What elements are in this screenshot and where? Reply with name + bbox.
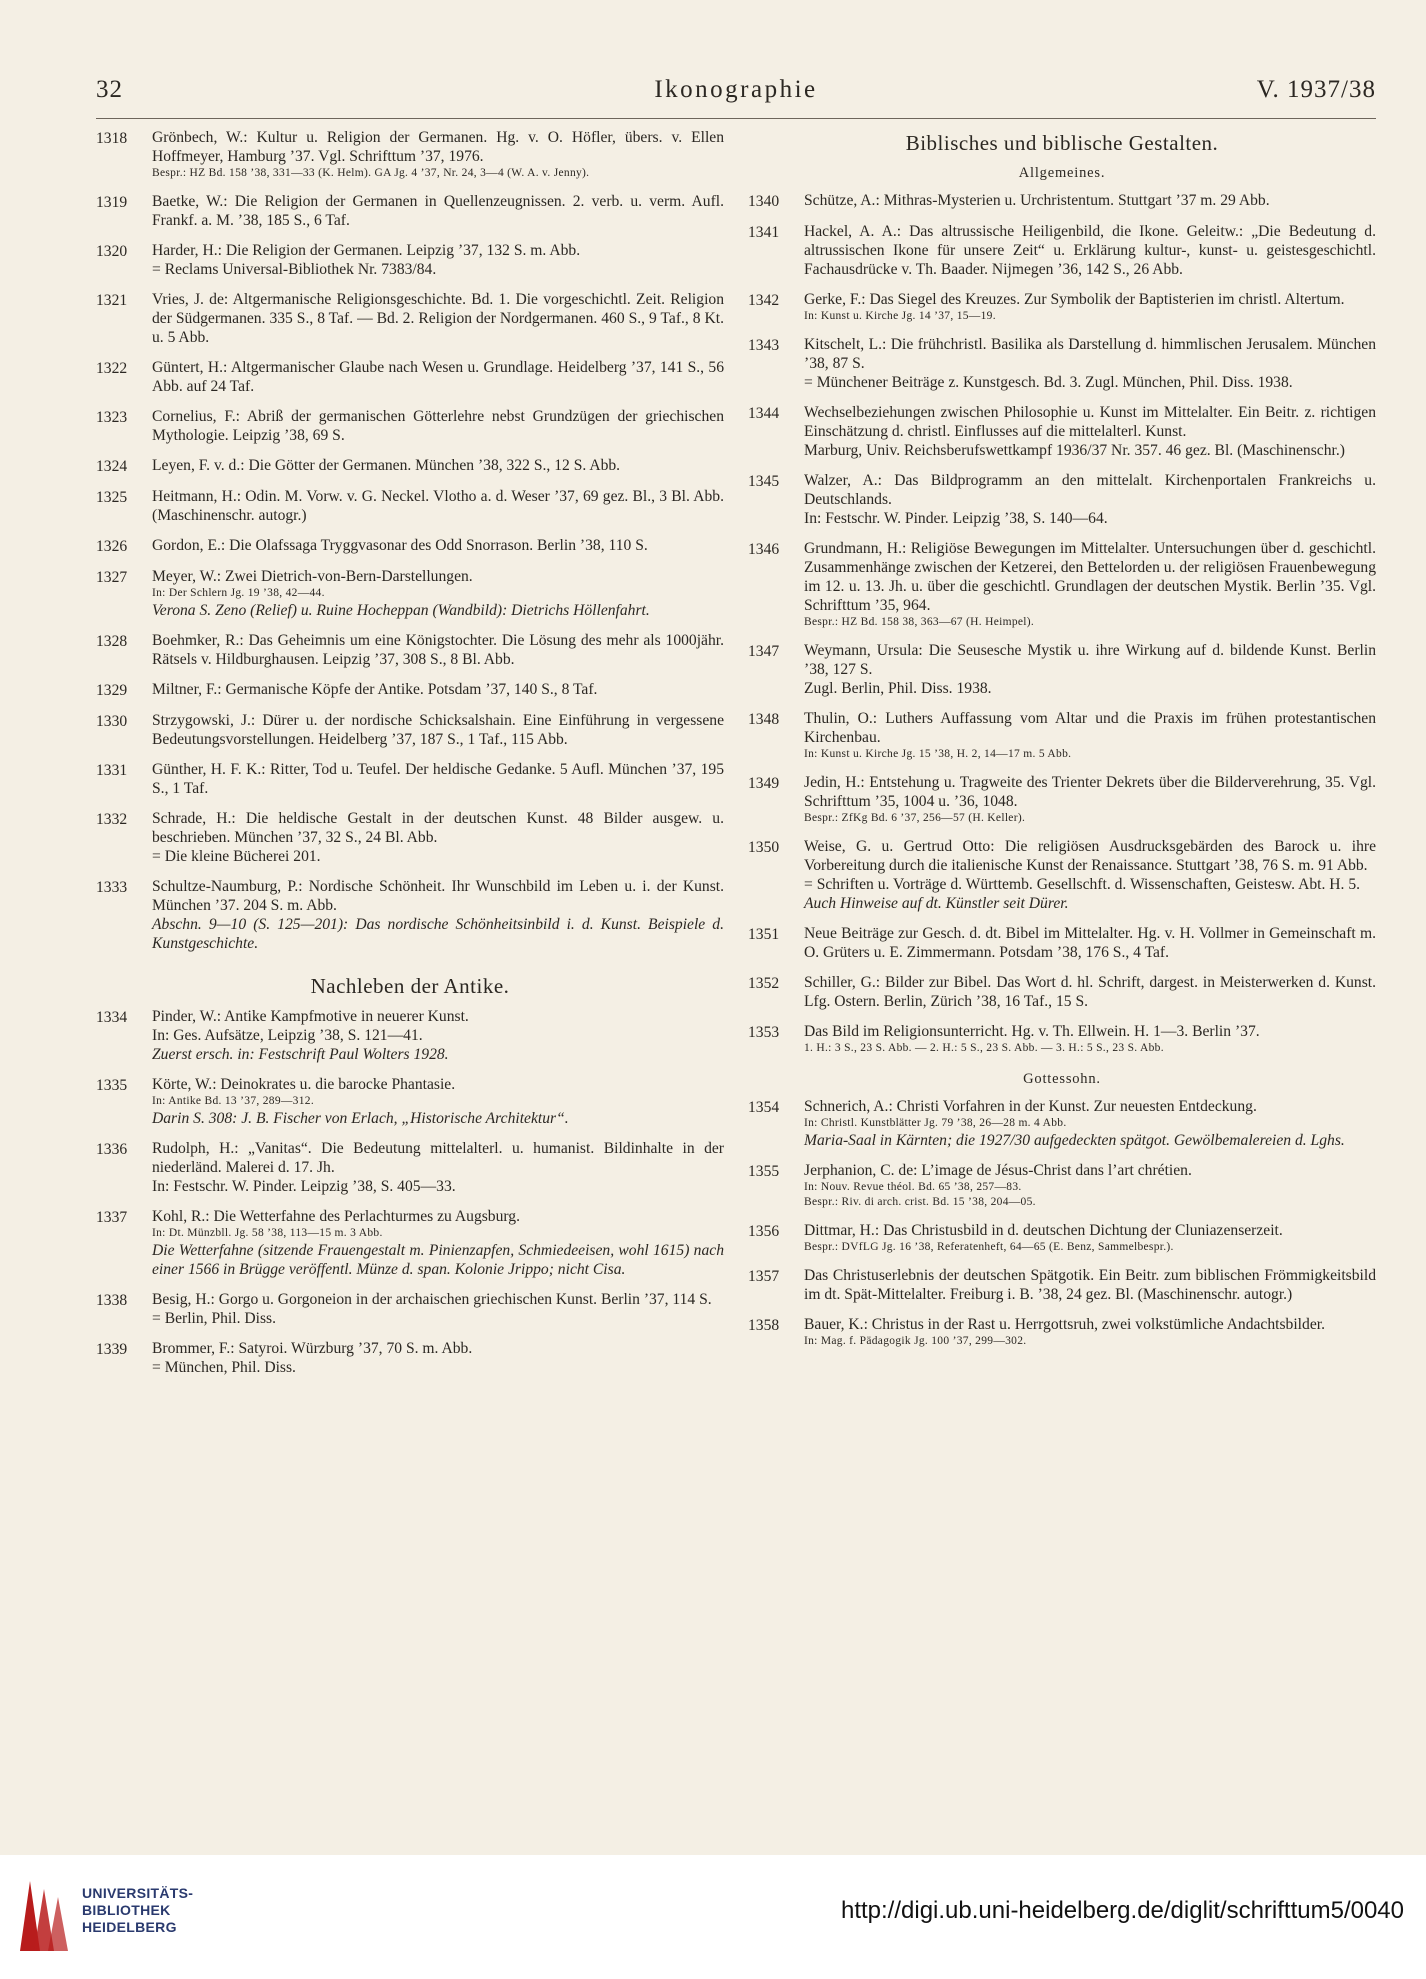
- entry-text: [152, 680, 724, 700]
- entry-text: [152, 456, 724, 476]
- entry-text: [804, 539, 1376, 630]
- library-logo-icon: [16, 1875, 72, 1955]
- entry-text: [804, 924, 1376, 962]
- entry-number: 1351: [748, 926, 780, 943]
- bibliography-entry: [96, 1075, 724, 1128]
- right-entries: [748, 191, 1376, 1056]
- entry-number: 1352: [748, 975, 780, 992]
- bibliography-entry: [748, 837, 1376, 913]
- entry-line: Bespr.: DVfLG Jg. 16 ’38, Referatenheft, 64—65 (E. Benz, Sammelbespr.).: [804, 1241, 1174, 1253]
- entry-text: [152, 1290, 724, 1328]
- entry-number: 1343: [748, 337, 780, 354]
- volume-label: V. 1937/38: [1256, 76, 1376, 103]
- entry-number: 1324: [96, 458, 128, 475]
- entry-text: [804, 1161, 1376, 1210]
- entry-line: Abschn. 9—10 (S. 125—201): Das nordische Schönheitsinbild i. d. Kunst. Beispiele d. Kunstgeschichte.: [152, 916, 724, 952]
- entry-line: Heitmann, H.: Odin. M. Vorw. v. G. Neckel. Vlotho a. d. Weser ’37, 69 gez. Bl., 3 Bl. Abb. (Maschinenschr. autogr.): [152, 488, 724, 524]
- entry-line: Bauer, K.: Christus in der Rast u. Herrgottsruh, zwei volkstümliche Andachtsbilder.: [804, 1316, 1325, 1333]
- entry-text: [152, 760, 724, 798]
- entry-number: 1331: [96, 762, 128, 779]
- bibliography-entry: [96, 760, 724, 798]
- entry-text: [804, 471, 1376, 528]
- entry-line: Kitschelt, L.: Die frühchristl. Basilika als Darstellung d. himmlischen Jerusalem. München ’38, 87 S.: [804, 336, 1376, 372]
- entry-text: [804, 1315, 1376, 1349]
- bibliography-entry: [748, 1315, 1376, 1349]
- entry-text: [804, 222, 1376, 279]
- bibliography-entry: [96, 407, 724, 445]
- entry-line: = München, Phil. Diss.: [152, 1359, 296, 1376]
- entry-number: 1321: [96, 292, 128, 309]
- bibliography-entry: [96, 567, 724, 620]
- bibliography-entry: [748, 191, 1376, 211]
- entry-line: Leyen, F. v. d.: Die Götter der Germanen. München ’38, 322 S., 12 S. Abb.: [152, 457, 621, 474]
- running-title: Ikonographie: [654, 76, 818, 103]
- entry-line: Bespr.: HZ Bd. 158 38, 363—67 (H. Heimpel).: [804, 616, 1035, 628]
- entry-text: [804, 1221, 1376, 1255]
- entry-line: Hackel, A. A.: Das altrussische Heiligenbild, die Ikone. Geleitw.: „Die Bedeutung d. altrussischen Ikone für unsere Zeit“ u. Erklärung kultur-, kunst- u. geistesgeschichtl. Fachausdrücke v. Th. Baader. Nijmegen ’36, 142 S., 26 Abb.: [804, 223, 1376, 278]
- entry-text: [152, 1207, 724, 1279]
- entry-line: In: Dt. Münzbll. Jg. 58 ’38, 113—15 m. 3 Abb.: [152, 1227, 383, 1239]
- entry-line: Schultze-Naumburg, P.: Nordische Schönheit. Ihr Wunschbild im Leben u. i. der Kunst. München ’37. 204 S. m. Abb.: [152, 878, 724, 914]
- digitization-footer: [0, 1855, 1426, 1979]
- entry-text: [152, 536, 724, 556]
- entry-number: 1326: [96, 538, 128, 555]
- entry-number: 1335: [96, 1077, 128, 1094]
- entry-line: Jedin, H.: Entstehung u. Tragweite des Trienter Dekrets über die Bilderverehrung, 35. Vgl. Schrifttum ’35, 1004 u. ’36, 1048.: [804, 774, 1376, 810]
- entry-line: Schütze, A.: Mithras-Mysterien u. Urchristentum. Stuttgart ’37 m. 29 Abb.: [804, 192, 1270, 209]
- entry-number: 1323: [96, 409, 128, 426]
- subsection-allgemeines: Allgemeines.: [1018, 165, 1106, 181]
- bibliography-entry: [96, 631, 724, 669]
- entry-number: 1353: [748, 1024, 780, 1041]
- entry-line: Auch Hinweise auf dt. Künstler seit Dürer.: [804, 895, 1069, 912]
- entry-line: In: Ges. Aufsätze, Leipzig ’38, S. 121—41.: [152, 1027, 423, 1044]
- header-rule: [96, 118, 1376, 119]
- entry-line: 1. H.: 3 S., 23 S. Abb. — 2. H.: 5 S., 23 S. Abb. — 3. H.: 5 S., 23 S. Abb.: [804, 1042, 1164, 1054]
- entry-number: 1347: [748, 643, 780, 660]
- entry-text: [804, 1097, 1376, 1150]
- bibliography-entry: [748, 471, 1376, 528]
- bibliography-entry: [748, 641, 1376, 698]
- bibliography-entry: [748, 773, 1376, 826]
- entry-number: 1318: [96, 130, 128, 147]
- entry-line: Bespr.: HZ Bd. 158 ’38, 331—33 (K. Helm). GA Jg. 4 ’37, Nr. 24, 3—4 (W. A. v. Jenny).: [152, 167, 590, 179]
- entry-line: = Münchener Beiträge z. Kunstgesch. Bd. 3. Zugl. München, Phil. Diss. 1938.: [804, 374, 1293, 391]
- entry-line: Pinder, W.: Antike Kampfmotive in neuerer Kunst.: [152, 1008, 469, 1025]
- entry-line: Schrade, H.: Die heldische Gestalt in der deutschen Kunst. 48 Bilder ausgew. u. beschrieben. München ’37, 32 S., 24 Bl. Abb.: [152, 810, 724, 846]
- entry-number: 1341: [748, 224, 780, 241]
- bibliography-entry: [748, 335, 1376, 392]
- entry-text: [152, 290, 724, 347]
- bibliography-entry: [96, 1290, 724, 1328]
- entry-text: [152, 631, 724, 669]
- entry-number: 1342: [748, 292, 780, 309]
- entry-text: [804, 1266, 1376, 1304]
- entry-line: In: Festschr. W. Pinder. Leipzig ’38, S. 140—64.: [804, 510, 1108, 527]
- section-title-biblisches: Biblisches und biblische Gestalten.: [905, 131, 1219, 155]
- entry-number: 1332: [96, 811, 128, 828]
- subsection-gottessohn: Gottessohn.: [1023, 1071, 1101, 1087]
- bibliography-entry: [748, 709, 1376, 762]
- entry-line: Besig, H.: Gorgo u. Gorgoneion in der archaischen griechischen Kunst. Berlin ’37, 114 S.: [152, 1291, 712, 1308]
- entry-number: 1356: [748, 1223, 780, 1240]
- right-entries-gottessohn: [748, 1097, 1376, 1349]
- entry-line: Zuerst ersch. in: Festschrift Paul Wolters 1928.: [152, 1046, 449, 1063]
- bibliography-entry: [96, 1207, 724, 1279]
- entry-line: Zugl. Berlin, Phil. Diss. 1938.: [804, 680, 992, 697]
- entry-text: [152, 809, 724, 866]
- entry-line: Maria-Saal in Kärnten; die 1927/30 aufgedeckten spätgot. Gewölbemalereien d. Lghs.: [804, 1132, 1345, 1149]
- entry-line: Miltner, F.: Germanische Köpfe der Antike. Potsdam ’37, 140 S., 8 Taf.: [152, 681, 598, 698]
- entry-line: Walzer, A.: Das Bildprogramm an den mittelalt. Kirchenportalen Frankreichs u. Deutschlands.: [804, 472, 1376, 508]
- entry-text: [152, 877, 724, 953]
- bibliography-entry: [96, 487, 724, 525]
- entry-line: Darin S. 308: J. B. Fischer von Erlach, „Historische Architektur“.: [152, 1110, 569, 1127]
- bibliography-entry: [96, 1139, 724, 1196]
- entry-number: 1336: [96, 1141, 128, 1158]
- entry-text: [152, 407, 724, 445]
- entry-number: 1333: [96, 879, 128, 896]
- entry-line: In: Nouv. Revue théol. Bd. 65 ’38, 257—83.: [804, 1181, 1022, 1193]
- entry-number: 1339: [96, 1341, 128, 1358]
- library-name: UNIVERSITÄTS- BIBLIOTHEK HEIDELBERG: [82, 1885, 194, 1935]
- entry-line: Boehmker, R.: Das Geheimnis um eine Königstochter. Die Lösung des mehr als 1000jähr. Rätsels v. Hildburghausen. Leipzig ’37, 308 S., 8 Bl. Abb.: [152, 632, 724, 668]
- bibliography-entry: [748, 1221, 1376, 1255]
- entry-line: Baetke, W.: Die Religion der Germanen in Quellenzeugnissen. 2. verb. u. verm. Aufl. Frankf. a. M. ’38, 185 S., 6 Taf.: [152, 193, 724, 229]
- entry-line: Gerke, F.: Das Siegel des Kreuzes. Zur Symbolik der Baptisterien im christl. Altertum.: [804, 291, 1345, 308]
- entry-line: Bespr.: ZfKg Bd. 6 ’37, 256—57 (H. Keller).: [804, 812, 1026, 824]
- entry-number: 1320: [96, 243, 128, 260]
- entry-line: In: Kunst u. Kirche Jg. 15 ’38, H. 2, 14—17 m. 5 Abb.: [804, 748, 1072, 760]
- entry-number: 1325: [96, 489, 128, 506]
- entry-line: Thulin, O.: Luthers Auffassung vom Altar und die Praxis im frühen protestantischen Kirchenbau.: [804, 710, 1376, 746]
- bibliography-entry: [748, 222, 1376, 279]
- bibliography-entry: [748, 1097, 1376, 1150]
- entry-number: 1322: [96, 360, 128, 377]
- entry-text: [152, 192, 724, 230]
- entry-text: [804, 191, 1376, 211]
- bibliography-entry: [96, 711, 724, 749]
- entry-text: [152, 567, 724, 620]
- entry-line: Verona S. Zeno (Relief) u. Ruine Hocheppan (Wandbild): Dietrichs Höllenfahrt.: [152, 602, 650, 619]
- bibliography-entry: [748, 1161, 1376, 1210]
- entry-line: Weymann, Ursula: Die Seusesche Mystik u. ihre Wirkung auf d. bildende Kunst. Berlin ’38, 127 S.: [804, 642, 1376, 678]
- entry-line: Das Christuserlebnis der deutschen Spätgotik. Ein Beitr. zum biblischen Frömmigkeitsbild im dt. Spät-Mittelalter. Freiburg i. B. ’38, 24 gez. Bl. (Maschinenschr. autogr.): [804, 1267, 1376, 1303]
- entry-text: [152, 358, 724, 396]
- entry-text: [152, 1139, 724, 1196]
- entry-line: = Schriften u. Vorträge d. Württemb. Gesellschft. d. Wissenschaften, Geistesw. Abt. H. 5.: [804, 876, 1361, 893]
- entry-line: = Die kleine Bücherei 201.: [152, 848, 321, 865]
- entry-number: 1334: [96, 1009, 128, 1026]
- bibliography-entry: [96, 809, 724, 866]
- bibliography-entry: [96, 456, 724, 476]
- entry-number: 1354: [748, 1099, 780, 1116]
- entry-number: 1327: [96, 569, 128, 586]
- bibliography-entry: [748, 924, 1376, 962]
- entry-number: 1345: [748, 473, 780, 490]
- left-column: [96, 128, 724, 1388]
- entry-line: Strzygowski, J.: Dürer u. der nordische Schicksalshain. Eine Einführung in vergessene Bedeutungsvorstellungen. Heidelberg ’37, 187 S., 1 Taf., 115 Abb.: [152, 712, 724, 748]
- entry-number: 1328: [96, 633, 128, 650]
- entry-line: Körte, W.: Deinokrates u. die barocke Phantasie.: [152, 1076, 456, 1093]
- entry-number: 1350: [748, 839, 780, 856]
- entry-text: [804, 773, 1376, 826]
- entry-line: In: Kunst u. Kirche Jg. 14 ’37, 15—19.: [804, 310, 996, 322]
- bibliography-entry: [748, 973, 1376, 1011]
- entry-line: Harder, H.: Die Religion der Germanen. Leipzig ’37, 132 S. m. Abb.: [152, 242, 581, 259]
- bibliography-entry: [96, 877, 724, 953]
- entry-line: Brommer, F.: Satyroi. Würzburg ’37, 70 S. m. Abb.: [152, 1340, 473, 1357]
- entry-number: 1358: [748, 1317, 780, 1334]
- bibliography-entry: [96, 290, 724, 347]
- entry-line: Schnerich, A.: Christi Vorfahren in der Kunst. Zur neuesten Entdeckung.: [804, 1098, 1257, 1115]
- entry-line: Cornelius, F.: Abriß der germanischen Götterlehre nebst Grundzügen der griechischen Mythologie. Leipzig ’38, 69 S.: [152, 408, 724, 444]
- entry-text: [804, 709, 1376, 762]
- bibliography-entry: [748, 290, 1376, 324]
- entry-text: [804, 403, 1376, 460]
- entry-line: Meyer, W.: Zwei Dietrich-von-Bern-Darstellungen.: [152, 568, 473, 585]
- entry-number: 1355: [748, 1163, 780, 1180]
- entry-text: [804, 973, 1376, 1011]
- entry-number: 1330: [96, 713, 128, 730]
- entry-line: Das Bild im Religionsunterricht. Hg. v. Th. Ellwein. H. 1—3. Berlin ’37.: [804, 1023, 1260, 1040]
- entry-text: [152, 128, 724, 181]
- entry-number: 1346: [748, 541, 780, 558]
- entry-number: 1338: [96, 1292, 128, 1309]
- entry-line: Günther, H. F. K.: Ritter, Tod u. Teufel. Der heldische Gedanke. 5 Aufl. München ’37, 195 S., 1 Taf.: [152, 761, 724, 797]
- left-entries-nachleben: [96, 1007, 724, 1377]
- bibliography-entry: [96, 128, 724, 181]
- entry-line: Jerphanion, C. de: L’image de Jésus-Christ dans l’art chrétien.: [804, 1162, 1192, 1179]
- source-url-link[interactable]: http://digi.ub.uni-heidelberg.de/diglit/schrifttum5/0040: [840, 1897, 1404, 1924]
- entry-text: [152, 241, 724, 279]
- entry-text: [804, 290, 1376, 324]
- entry-line: Weise, G. u. Gertrud Otto: Die religiösen Ausdrucksgebärden des Barock u. ihre Vorbereitung durch die italienische Kunst der Renaissance. Stuttgart ’38, 76 S. m. 91 Abb.: [804, 838, 1376, 874]
- entry-line: Grundmann, H.: Religiöse Bewegungen im Mittelalter. Untersuchungen über d. geschichtl. Zusammenhänge zwischen der Ketzerei, den Bettelorden u. der religiösen Frauenbewegung im 12. u. 13. Jh. u. über die geschichtl. Grundlagen der deutschen Mystik. Berlin ’35. Vgl. Schrifttum ’35, 964.: [804, 540, 1376, 614]
- bibliography-entry: [96, 1339, 724, 1377]
- section-title-nachleben: Nachleben der Antike.: [310, 974, 510, 998]
- entry-text: [152, 1007, 724, 1064]
- entry-text: [804, 837, 1376, 913]
- bibliography-entry: [748, 403, 1376, 460]
- bibliography-entry: [748, 1022, 1376, 1056]
- bibliography-entry: [748, 539, 1376, 630]
- entry-text: [804, 641, 1376, 698]
- entry-line: In: Mag. f. Pädagogik Jg. 100 ’37, 299—302.: [804, 1335, 1027, 1347]
- entry-line: In: Christl. Kunstblätter Jg. 79 ’38, 26—28 m. 4 Abb.: [804, 1117, 1067, 1129]
- entry-line: In: Der Schlern Jg. 19 ’38, 42—44.: [152, 587, 325, 599]
- entry-number: 1344: [748, 405, 780, 422]
- entry-line: = Reclams Universal-Bibliothek Nr. 7383/84.: [152, 261, 437, 278]
- entry-line: Die Wetterfahne (sitzende Frauengestalt m. Pinienzapfen, Schmiedeeisen, wohl 1615) nach einer 1566 in Brügge veröffentl. Münze d. span. Kolonie Jrippo; nicht Cisa.: [152, 1242, 724, 1278]
- right-column: [748, 128, 1376, 1360]
- bibliography-entry: [748, 1266, 1376, 1304]
- entry-number: 1337: [96, 1209, 128, 1226]
- entry-number: 1329: [96, 682, 128, 699]
- entry-text: [152, 711, 724, 749]
- entry-number: 1357: [748, 1268, 780, 1285]
- entry-text: [804, 335, 1376, 392]
- entry-number: 1349: [748, 775, 780, 792]
- entry-text: [152, 1075, 724, 1128]
- bibliography-entry: [96, 192, 724, 230]
- entry-number: 1340: [748, 193, 780, 210]
- entry-line: In: Antike Bd. 13 ’37, 289—312.: [152, 1095, 314, 1107]
- entry-line: Güntert, H.: Altgermanischer Glaube nach Wesen u. Grundlage. Heidelberg ’37, 141 S., 56 Abb. auf 24 Taf.: [152, 359, 724, 395]
- bibliography-entry: [96, 358, 724, 396]
- entry-line: Gordon, E.: Die Olafssaga Tryggvasonar des Odd Snorrason. Berlin ’38, 110 S.: [152, 537, 648, 554]
- bibliography-entry: [96, 1007, 724, 1064]
- entry-line: Wechselbeziehungen zwischen Philosophie u. Kunst im Mittelalter. Ein Beitr. z. richtigen Einschätzung d. christl. Einflusses auf die mittelalterl. Kunst.: [804, 404, 1376, 440]
- entry-line: = Berlin, Phil. Diss.: [152, 1310, 277, 1327]
- bibliography-entry: [96, 680, 724, 700]
- bibliography-entry: [96, 241, 724, 279]
- entry-line: Neue Beiträge zur Gesch. d. dt. Bibel im Mittelalter. Hg. v. H. Vollmer in Gemeinschaft m. O. Grüters u. E. Zimmermann. Potsdam ’38, 176 S., 4 Taf.: [804, 925, 1376, 961]
- entry-line: Kohl, R.: Die Wetterfahne des Perlachturmes zu Augsburg.: [152, 1208, 521, 1225]
- entry-line: In: Festschr. W. Pinder. Leipzig ’38, S. 405—33.: [152, 1178, 456, 1195]
- entry-text: [804, 1022, 1376, 1056]
- entry-number: 1348: [748, 711, 780, 728]
- entry-line: Vries, J. de: Altgermanische Religionsgeschichte. Bd. 1. Die vorgeschichtl. Zeit. Religion der Südgermanen. 335 S., 8 Taf. — Bd. 2. Religion der Nordgermanen. 460 S., 9 Taf., 8 Kt. u. 5 Abb.: [152, 291, 724, 346]
- page-header: [96, 76, 1376, 116]
- page-number: 32: [96, 76, 123, 103]
- entry-text: [152, 1339, 724, 1377]
- entry-line: Grönbech, W.: Kultur u. Religion der Germanen. Hg. v. O. Höfler, übers. v. Ellen Hoffmeyer, Hamburg ’37. Vgl. Schrifttum ’37, 1976.: [152, 129, 724, 165]
- entry-text: [152, 487, 724, 525]
- bibliography-entry: [96, 536, 724, 556]
- entry-line: Schiller, G.: Bilder zur Bibel. Das Wort d. hl. Schrift, dargest. in Meisterwerken d. Kunst. Lfg. Ostern. Berlin, Zürich ’38, 16 Taf., 15 S.: [804, 974, 1376, 1010]
- entry-line: Rudolph, H.: „Vanitas“. Die Bedeutung mittelalterl. u. humanist. Bildinhalte in der niederländ. Malerei d. 17. Jh.: [152, 1140, 724, 1176]
- entry-number: 1319: [96, 194, 128, 211]
- entry-line: Bespr.: Riv. di arch. crist. Bd. 15 ’38, 204—05.: [804, 1196, 1036, 1208]
- left-entries: [96, 128, 724, 953]
- entry-line: Dittmar, H.: Das Christusbild in d. deutschen Dichtung der Cluniazenserzeit.: [804, 1222, 1283, 1239]
- entry-line: Marburg, Univ. Reichsberufswettkampf 1936/37 Nr. 357. 46 gez. Bl. (Maschinenschr.): [804, 442, 1345, 459]
